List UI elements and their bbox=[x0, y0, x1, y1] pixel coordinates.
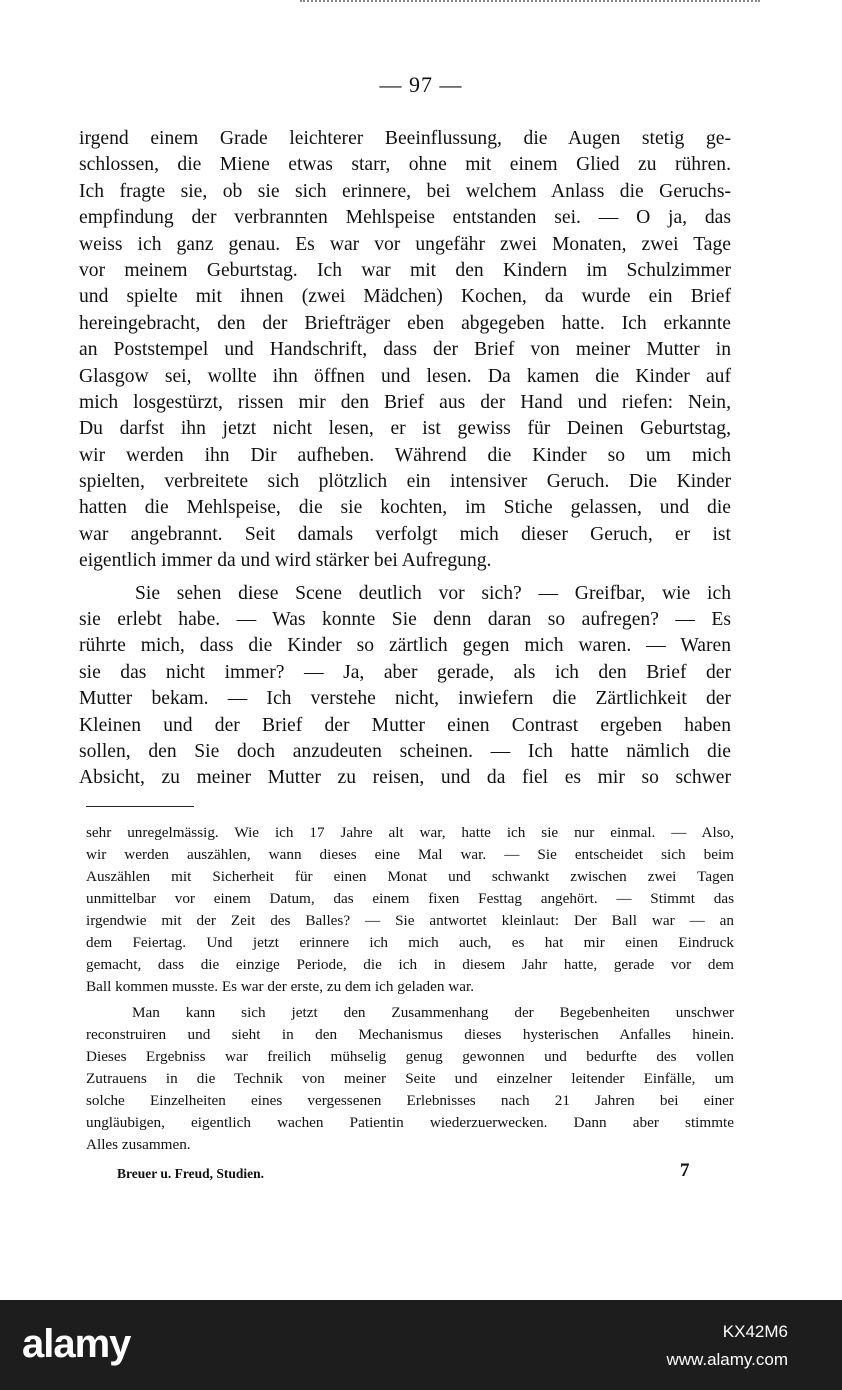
footnote-line: Zutrauens in die Technik von meiner Seite und einzelner leitender Einfälle, um bbox=[86, 1070, 734, 1087]
footnote-line: unmittelbar vor einem Datum, das einem fixen Festtag angehört. — Stimmt das bbox=[86, 890, 734, 907]
text-line: empfindung der verbrannten Mehlspeise entstanden sei. — O ja, das bbox=[79, 207, 731, 229]
footnote-line: ungläubigen, eigentlich wachen Patientin wiederzuerwecken. Dann aber stimmte bbox=[86, 1114, 734, 1131]
text-line: spielten, verbreitete sich plötzlich ein intensiver Geruch. Die Kinder bbox=[79, 471, 731, 493]
footnote bbox=[86, 822, 734, 1156]
footnote-line: dem Feiertag. Und jetzt erinnere ich mich auch, es hat mir einen Eindruck bbox=[86, 934, 734, 951]
text-line: rührte mich, dass die Kinder so zärtlich gegen mich waren. — Waren bbox=[79, 635, 731, 657]
signature-mark: Breuer u. Freud, Studien. bbox=[117, 1166, 265, 1181]
footnote-line: Ball kommen musste. Es war der erste, zu dem ich geladen war. bbox=[86, 978, 475, 995]
text-line: mich losgestürzt, rissen mir den Brief aus der Hand und riefen: Nein, bbox=[79, 391, 731, 413]
footnote-line: Auszählen mit Sicherheit für einen Monat und schwankt zwischen zwei Tagen bbox=[86, 868, 734, 885]
text-line: war angebrannt. Seit damals verfolgt mich dieser Geruch, er ist bbox=[79, 523, 731, 545]
watermark-image-id: KX42M6 bbox=[722, 1322, 788, 1341]
text-line: sollen, den Sie doch anzudeuten scheinen. — Ich hatte nämlich die bbox=[79, 740, 731, 762]
sheet-number: 7 bbox=[680, 1160, 690, 1181]
footnote-rule bbox=[86, 806, 194, 807]
watermark-site: www.alamy.com bbox=[666, 1350, 788, 1369]
text-line: hereingebracht, den der Briefträger eben abgegeben hatte. Ich erkannte bbox=[79, 312, 731, 334]
main-paragraph-2 bbox=[79, 581, 731, 792]
footnote-line: Man kann sich jetzt den Zusammenhang der Begebenheiten unschwer bbox=[132, 1004, 734, 1021]
text-line: vor meinem Geburtstag. Ich war mit den Kindern im Schulzimmer bbox=[79, 259, 731, 281]
text-line: sie das nicht immer? — Ja, aber gerade, als ich den Brief der bbox=[79, 661, 731, 683]
text-line: Du darfst ihn jetzt nicht lesen, er ist gewiss für Deinen Geburtstag, bbox=[79, 418, 731, 440]
footnote-line: solche Einzelheiten eines vergessenen Erlebnisses nach 21 Jahren bei einer bbox=[86, 1092, 734, 1109]
watermark-logo: alamy bbox=[22, 1322, 131, 1366]
text-line: sie erlebt habe. — Was konnte Sie denn daran so aufregen? — Es bbox=[79, 609, 731, 631]
page-footer bbox=[0, 1160, 842, 1190]
text-line: wir werden ihn Dir aufheben. Während die Kinder so um mich bbox=[79, 444, 731, 466]
footnote-line: gemacht, dass die einzige Periode, die ich in diesem Jahr hatte, gerade vor dem bbox=[86, 956, 734, 973]
text-line: Glasgow sei, wollte ihn öffnen und lesen. Da kamen die Kinder auf bbox=[79, 365, 731, 387]
footnote-line: reconstruiren und sieht in den Mechanismus dieses hysterischen Anfalles hinein. bbox=[86, 1026, 734, 1043]
text-line: Absicht, zu meiner Mutter zu reisen, und da fiel es mir so schwer bbox=[79, 767, 731, 789]
text-line: an Poststempel und Handschrift, dass der Brief von meiner Mutter in bbox=[79, 339, 731, 361]
text-line: Sie sehen diese Scene deutlich vor sich? — Greifbar, wie ich bbox=[135, 582, 731, 604]
footnote-paragraph-1 bbox=[86, 822, 734, 998]
page-number: — 97 — bbox=[379, 72, 463, 97]
text-line: und spielte mit ihnen (zwei Mädchen) Kochen, da wurde ein Brief bbox=[79, 286, 731, 308]
text-line: Mutter bekam. — Ich verstehe nicht, inwiefern die Zärtlichkeit der bbox=[79, 688, 731, 710]
text-line: Ich fragte sie, ob sie sich erinnere, bei welchem Anlass die Geruchs- bbox=[79, 180, 731, 202]
watermark-banner bbox=[0, 1300, 842, 1390]
text-line: weiss ich ganz genau. Es war vor ungefähr zwei Monaten, zwei Tage bbox=[79, 233, 731, 255]
text-line: eigentlich immer da und wird stärker bei Aufregung. bbox=[79, 550, 492, 572]
footnote-paragraph-2 bbox=[86, 1002, 734, 1156]
main-paragraph-1 bbox=[79, 126, 731, 575]
text-line: Kleinen und der Brief der Mutter einen Contrast ergeben haben bbox=[79, 714, 731, 736]
scan-edge-artifact bbox=[300, 0, 760, 6]
footnote-line: wir werden auszählen, wann dieses eine Mal war. — Sie entscheidet sich beim bbox=[86, 846, 734, 863]
footnote-line: irgendwie mit der Zeit des Balles? — Sie antwortet kleinlaut: Der Ball war — an bbox=[86, 912, 734, 929]
text-line: irgend einem Grade leichterer Beeinflussung, die Augen stetig ge- bbox=[79, 128, 731, 149]
text-line: schlossen, die Miene etwas starr, ohne mit einem Glied zu rühren. bbox=[79, 154, 731, 176]
main-text bbox=[79, 126, 731, 792]
footnote-line: sehr unregelmässig. Wie ich 17 Jahre alt war, hatte ich sie nur einmal. — Also, bbox=[86, 824, 734, 841]
footnote-line: Alles zusammen. bbox=[86, 1136, 191, 1153]
text-line: hatten die Mehlspeise, die sie kochten, im Stiche gelassen, und die bbox=[79, 497, 731, 519]
footnote-line: Dieses Ergebniss war freilich mühselig genug gewonnen und bedurfte des vollen bbox=[86, 1048, 734, 1065]
